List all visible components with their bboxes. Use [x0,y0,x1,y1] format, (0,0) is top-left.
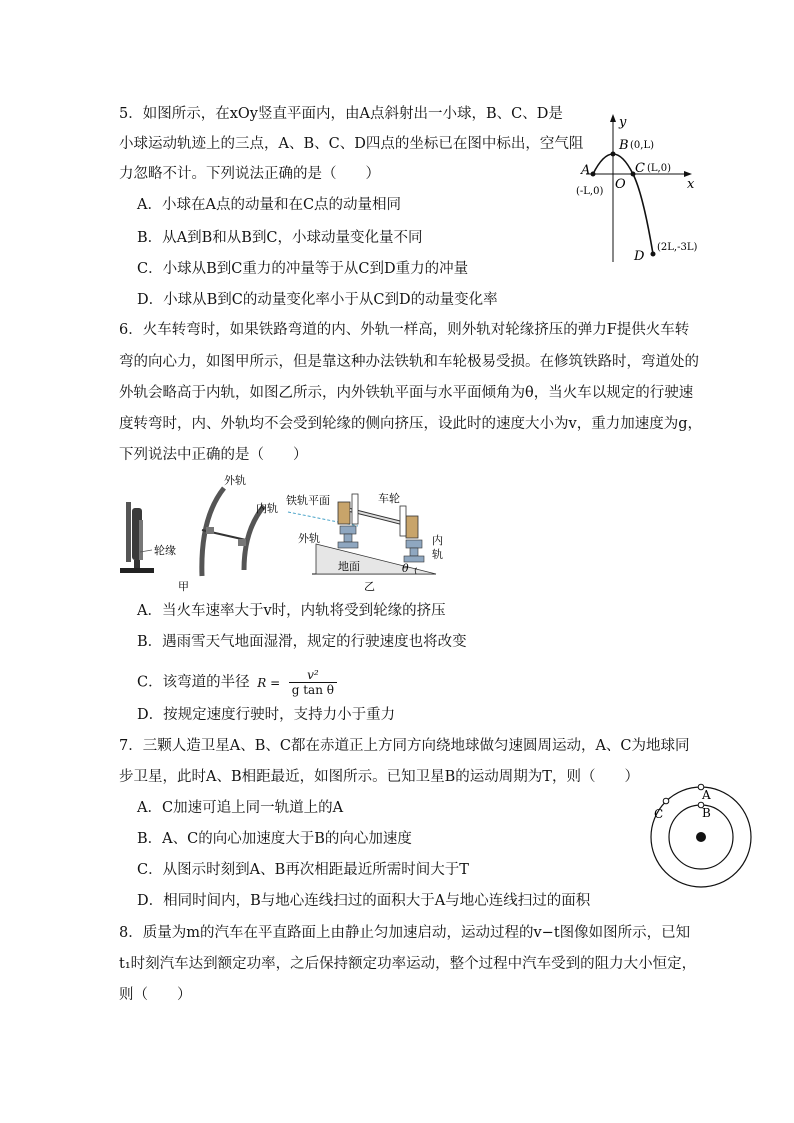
label-inner-rail: 内轨 [256,502,278,515]
inner-rail-curve [244,506,264,570]
q8-line-2: t₁时刻汽车达到额定功率，之后保持额定功率运动，整个过程中汽车受到的阻力大小恒定， [119,956,697,972]
label-rail-plane: 铁轨平面 [286,494,330,507]
q6-line-1: 6．火车转弯时，如果铁路弯道的内、外轨一样高，则外轨对轮缘挤压的弹力F提供火车转 [119,322,690,338]
label-wheel: 车轮 [378,492,400,505]
q6-line-3: 外轨会略高于内轨，如图乙所示，内外铁轨平面与水平面倾角为θ，当火车以规定的行驶速 [119,385,694,401]
point-b-coord: (0,L) [630,140,654,151]
label-satellite-b: B [702,806,711,820]
point-a-label: A [581,163,591,178]
label-outer-rail: 外轨 [224,474,246,487]
q5-trajectory-figure [570,112,700,270]
label-yi: 乙 [364,580,375,593]
point-b-label: B [619,138,629,153]
q7-line-1: 7．三颗人造卫星A、B、C都在赤道正上方同方向绕地球做匀速圆周运动，A、C为地球同 [119,738,690,754]
figure-jia-wheel [120,502,154,573]
q5-line-2: 小球运动轨迹上的三点，A、B、C、D四点的坐标已在图中标出，空气阻 [119,136,584,152]
point-c-label: C [635,161,645,176]
q6-option-c-prefix: C．该弯道的半径 [137,674,250,691]
q7-option-a: A．C加速可追上同一轨道上的A [137,800,344,816]
q6-option-a: A．当火车速率大于v时，内轨将受到轮缘的挤压 [137,603,446,619]
label-inner-rail-2a: 内 [432,534,443,547]
q6-option-c [137,668,337,697]
point-a-dot [591,172,596,177]
q7-line-2: 步卫星，此时A、B相距最近，如图所示。已知卫星B的运动周期为T，则（ ） [119,769,639,785]
q7-option-c: C．从图示时刻到A、B再次相距最近所需时间大于T [137,862,469,878]
q6-line-4: 度转弯时，内、外轨均不会受到轮缘的侧向挤压，设此时的速度大小为v，重力加速度为g， [119,416,702,432]
q6-option-c-r: R = [257,675,281,690]
q5-option-c: C．小球从B到C重力的冲量等于从C到D重力的冲量 [137,261,469,277]
fraction-denominator: g tan θ [291,683,334,697]
label-satellite-a: A [702,788,711,802]
fraction-numerator: v² [289,668,337,683]
q5-line-1: 5．如图所示，在xOy竖直平面内，由A点斜射出一小球，B、C、D是 [119,106,563,122]
q6-rail-figure [116,472,450,594]
label-outer-rail-2: 外轨 [298,532,320,545]
y-axis-arrow [610,114,616,122]
origin-label: O [615,177,626,192]
q6-line-2: 弯的向心力，如图甲所示，但是靠这种办法铁轨和车轮极易受损。在修筑铁路时，弯道处的 [119,354,699,370]
q6-option-c-fraction [289,668,337,697]
earth [696,832,706,842]
label-rim: 轮缘 [154,544,176,557]
label-inner-rail-2b: 轨 [432,548,443,561]
y-axis-label: y [619,115,627,130]
x-axis-label: x [687,177,695,192]
point-d-coord: (2L,-3L) [657,242,698,253]
q5-option-b: B．从A到B和从B到C，小球动量变化量不同 [137,230,423,246]
q5-option-a: A．小球在A点的动量和在C点的动量相同 [137,197,402,213]
satellite-c [663,798,669,804]
label-theta: θ [402,562,409,575]
q7-option-b: B．A、C的向心加速度大于B的向心加速度 [137,831,412,847]
q7-orbit-figure [648,782,756,890]
q5-option-d: D．小球从B到C的动量变化率小于从C到D的动量变化率 [137,292,498,308]
q6-option-b: B．遇雨雪天气地面湿滑，规定的行驶速度也将改变 [137,634,467,650]
q8-line-1: 8．质量为m的汽车在平直路面上由静止匀加速启动，运动过程的v−t图像如图所示，已知 [119,925,691,941]
point-a-coord: (-L,0) [576,186,604,197]
point-b-dot [611,152,616,157]
q7-option-d: D．相同时间内，B与地心连线扫过的面积大于A与地心连线扫过的面积 [137,893,591,909]
point-d-label: D [634,249,645,264]
point-c-coord: (L,0) [647,163,671,174]
label-ground: 地面 [338,560,360,573]
q8-line-3: 则（ ） [119,987,192,1003]
q5-line-3: 力忽略不计。下列说法正确的是（ ） [119,166,380,182]
label-satellite-c: C [654,807,664,821]
label-jia: 甲 [178,580,189,593]
point-d-dot [651,252,656,257]
q6-line-5: 下列说法中正确的是（ ） [119,447,308,463]
q6-option-d: D．按规定速度行驶时，支持力小于重力 [137,707,396,723]
